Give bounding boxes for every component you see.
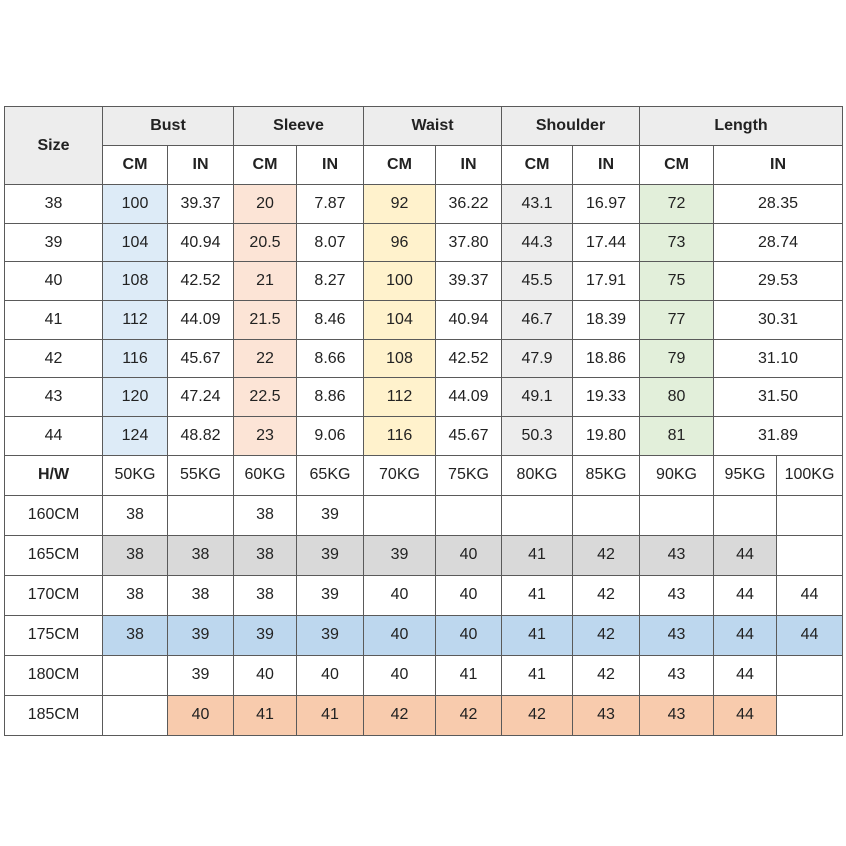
measurement-cell: 112 bbox=[103, 301, 168, 340]
size-guide-cell: 41 bbox=[436, 655, 502, 695]
size-guide-cell: 43 bbox=[640, 535, 714, 575]
size-guide-cell: 40 bbox=[234, 655, 297, 695]
size-cell: 42 bbox=[5, 339, 103, 378]
measurement-cell: 100 bbox=[364, 262, 436, 301]
size-guide-cell bbox=[436, 495, 502, 535]
size-guide-cell bbox=[168, 495, 234, 535]
height-label: 175CM bbox=[5, 615, 103, 655]
measurement-cell: 48.82 bbox=[168, 417, 234, 456]
measurement-cell: 104 bbox=[103, 223, 168, 262]
hw-label: H/W bbox=[5, 455, 103, 495]
measurement-cell: 42.52 bbox=[168, 262, 234, 301]
measurement-cell: 17.44 bbox=[573, 223, 640, 262]
measurement-cell: 8.46 bbox=[297, 301, 364, 340]
weight-header: 85KG bbox=[573, 455, 640, 495]
measurement-cell: 7.87 bbox=[297, 185, 364, 224]
size-guide-cell: 43 bbox=[573, 695, 640, 735]
size-guide-cell: 43 bbox=[640, 575, 714, 615]
size-guide-cell: 41 bbox=[502, 655, 573, 695]
group-header-sleeve: Sleeve bbox=[234, 107, 364, 146]
header-row-groups bbox=[5, 107, 843, 146]
size-cell: 39 bbox=[5, 223, 103, 262]
size-guide-cell: 43 bbox=[640, 695, 714, 735]
size-guide-cell: 38 bbox=[103, 615, 168, 655]
measurement-cell: 29.53 bbox=[714, 262, 843, 301]
size-guide-cell: 38 bbox=[103, 535, 168, 575]
measurement-cell: 75 bbox=[640, 262, 714, 301]
measurement-cell: 73 bbox=[640, 223, 714, 262]
group-header-bust: Bust bbox=[103, 107, 234, 146]
measurement-cell: 22 bbox=[234, 339, 297, 378]
size-guide-cell: 41 bbox=[502, 615, 573, 655]
measurement-cell: 44.09 bbox=[168, 301, 234, 340]
measurement-cell: 45.67 bbox=[168, 339, 234, 378]
group-header-waist: Waist bbox=[364, 107, 502, 146]
weight-header: 75KG bbox=[436, 455, 502, 495]
measurement-cell: 20 bbox=[234, 185, 297, 224]
measurement-cell: 20.5 bbox=[234, 223, 297, 262]
unit-header: IN bbox=[714, 146, 843, 185]
height-label: 170CM bbox=[5, 575, 103, 615]
measurement-cell: 44.09 bbox=[436, 378, 502, 417]
measurement-cell: 8.07 bbox=[297, 223, 364, 262]
measurement-cell: 120 bbox=[103, 378, 168, 417]
measurement-cell: 18.39 bbox=[573, 301, 640, 340]
size-guide-cell: 39 bbox=[234, 615, 297, 655]
measurement-row bbox=[5, 185, 843, 224]
measurement-cell: 31.10 bbox=[714, 339, 843, 378]
size-guide-cell: 44 bbox=[714, 575, 777, 615]
unit-header: IN bbox=[297, 146, 364, 185]
size-guide-cell bbox=[640, 495, 714, 535]
measurements-body bbox=[5, 185, 843, 456]
unit-header: CM bbox=[103, 146, 168, 185]
weight-header: 60KG bbox=[234, 455, 297, 495]
measurement-cell: 45.67 bbox=[436, 417, 502, 456]
size-guide-cell bbox=[777, 655, 843, 695]
measurement-cell: 44.3 bbox=[502, 223, 573, 262]
size-guide-cell: 41 bbox=[234, 695, 297, 735]
size-cell: 43 bbox=[5, 378, 103, 417]
size-guide-cell bbox=[364, 495, 436, 535]
size-guide-cell bbox=[777, 695, 843, 735]
measurement-cell: 8.27 bbox=[297, 262, 364, 301]
measurement-cell: 116 bbox=[103, 339, 168, 378]
size-guide-cell: 40 bbox=[436, 535, 502, 575]
measurement-cell: 42.52 bbox=[436, 339, 502, 378]
weight-header: 95KG bbox=[714, 455, 777, 495]
size-guide-cell: 42 bbox=[573, 575, 640, 615]
size-chart-table bbox=[4, 106, 843, 736]
size-guide-cell: 42 bbox=[573, 615, 640, 655]
measurement-cell: 40.94 bbox=[168, 223, 234, 262]
size-guide-cell: 39 bbox=[297, 495, 364, 535]
size-guide-cell bbox=[777, 535, 843, 575]
size-guide-cell: 38 bbox=[234, 495, 297, 535]
size-cell: 44 bbox=[5, 417, 103, 456]
size-guide-cell: 39 bbox=[364, 535, 436, 575]
size-guide-cell: 42 bbox=[436, 695, 502, 735]
size-guide-cell bbox=[103, 695, 168, 735]
size-cell: 41 bbox=[5, 301, 103, 340]
measurement-cell: 22.5 bbox=[234, 378, 297, 417]
measurement-cell: 28.35 bbox=[714, 185, 843, 224]
measurement-cell: 8.86 bbox=[297, 378, 364, 417]
measurement-cell: 108 bbox=[103, 262, 168, 301]
measurement-row bbox=[5, 301, 843, 340]
weight-header: 55KG bbox=[168, 455, 234, 495]
weight-header: 50KG bbox=[103, 455, 168, 495]
measurement-cell: 43.1 bbox=[502, 185, 573, 224]
size-guide-row bbox=[5, 495, 843, 535]
size-guide-cell: 39 bbox=[168, 615, 234, 655]
measurement-cell: 49.1 bbox=[502, 378, 573, 417]
height-label: 185CM bbox=[5, 695, 103, 735]
size-guide-cell: 38 bbox=[103, 575, 168, 615]
size-guide-cell: 38 bbox=[168, 535, 234, 575]
size-guide-row bbox=[5, 575, 843, 615]
size-cell: 38 bbox=[5, 185, 103, 224]
measurement-cell: 30.31 bbox=[714, 301, 843, 340]
unit-header: CM bbox=[502, 146, 573, 185]
size-guide-cell: 41 bbox=[502, 575, 573, 615]
size-guide-cell: 40 bbox=[364, 575, 436, 615]
measurement-cell: 28.74 bbox=[714, 223, 843, 262]
size-guide-cell: 42 bbox=[502, 695, 573, 735]
measurement-cell: 23 bbox=[234, 417, 297, 456]
size-guide-cell bbox=[573, 495, 640, 535]
size-guide-row bbox=[5, 695, 843, 735]
size-guide-cell: 44 bbox=[777, 575, 843, 615]
size-guide-cell: 42 bbox=[364, 695, 436, 735]
measurement-cell: 21 bbox=[234, 262, 297, 301]
measurement-cell: 72 bbox=[640, 185, 714, 224]
size-guide-cell: 38 bbox=[234, 535, 297, 575]
header-row-units bbox=[5, 146, 843, 185]
measurement-cell: 16.97 bbox=[573, 185, 640, 224]
unit-header: CM bbox=[234, 146, 297, 185]
size-guide-cell: 41 bbox=[297, 695, 364, 735]
weight-header: 70KG bbox=[364, 455, 436, 495]
size-guide-cell: 38 bbox=[103, 495, 168, 535]
size-guide-cell: 44 bbox=[714, 615, 777, 655]
measurement-cell: 81 bbox=[640, 417, 714, 456]
measurement-cell: 100 bbox=[103, 185, 168, 224]
size-guide-cell: 39 bbox=[297, 535, 364, 575]
size-guide-cell: 42 bbox=[573, 535, 640, 575]
size-header: Size bbox=[5, 107, 103, 185]
size-guide-cell: 38 bbox=[168, 575, 234, 615]
measurement-cell: 79 bbox=[640, 339, 714, 378]
size-guide-cell: 41 bbox=[502, 535, 573, 575]
weight-header: 90KG bbox=[640, 455, 714, 495]
measurement-cell: 47.9 bbox=[502, 339, 573, 378]
group-header-shoulder: Shoulder bbox=[502, 107, 640, 146]
measurement-row bbox=[5, 378, 843, 417]
measurement-cell: 39.37 bbox=[168, 185, 234, 224]
weight-header: 65KG bbox=[297, 455, 364, 495]
measurement-cell: 92 bbox=[364, 185, 436, 224]
measurement-cell: 116 bbox=[364, 417, 436, 456]
size-guide-cell: 44 bbox=[777, 615, 843, 655]
measurement-cell: 37.80 bbox=[436, 223, 502, 262]
unit-header: IN bbox=[436, 146, 502, 185]
size-guide-row bbox=[5, 535, 843, 575]
measurement-cell: 36.22 bbox=[436, 185, 502, 224]
measurement-cell: 124 bbox=[103, 417, 168, 456]
measurement-cell: 46.7 bbox=[502, 301, 573, 340]
measurement-cell: 77 bbox=[640, 301, 714, 340]
height-label: 160CM bbox=[5, 495, 103, 535]
measurement-cell: 9.06 bbox=[297, 417, 364, 456]
size-guide-cell: 40 bbox=[297, 655, 364, 695]
size-guide-cell: 40 bbox=[364, 615, 436, 655]
size-guide-cell bbox=[777, 495, 843, 535]
size-cell: 40 bbox=[5, 262, 103, 301]
weight-header: 80KG bbox=[502, 455, 573, 495]
measurement-cell: 104 bbox=[364, 301, 436, 340]
measurement-cell: 39.37 bbox=[436, 262, 502, 301]
unit-header: IN bbox=[168, 146, 234, 185]
measurement-cell: 21.5 bbox=[234, 301, 297, 340]
unit-header: CM bbox=[640, 146, 714, 185]
measurement-cell: 19.33 bbox=[573, 378, 640, 417]
measurement-row bbox=[5, 223, 843, 262]
height-label: 165CM bbox=[5, 535, 103, 575]
size-guide-cell: 43 bbox=[640, 615, 714, 655]
measurement-cell: 17.91 bbox=[573, 262, 640, 301]
size-guide-cell: 42 bbox=[573, 655, 640, 695]
group-header-length: Length bbox=[640, 107, 843, 146]
measurement-row bbox=[5, 339, 843, 378]
measurement-row bbox=[5, 417, 843, 456]
measurement-cell: 8.66 bbox=[297, 339, 364, 378]
measurement-cell: 31.89 bbox=[714, 417, 843, 456]
measurement-cell: 19.80 bbox=[573, 417, 640, 456]
size-guide-cell: 38 bbox=[234, 575, 297, 615]
size-guide-cell bbox=[714, 495, 777, 535]
unit-header: IN bbox=[573, 146, 640, 185]
size-guide-cell: 40 bbox=[168, 695, 234, 735]
height-label: 180CM bbox=[5, 655, 103, 695]
measurement-cell: 40.94 bbox=[436, 301, 502, 340]
size-guide-cell bbox=[502, 495, 573, 535]
size-guide-cell: 40 bbox=[364, 655, 436, 695]
measurement-cell: 50.3 bbox=[502, 417, 573, 456]
size-guide-cell: 40 bbox=[436, 575, 502, 615]
measurement-cell: 45.5 bbox=[502, 262, 573, 301]
measurement-cell: 112 bbox=[364, 378, 436, 417]
size-guide-body bbox=[5, 495, 843, 735]
size-guide-cell: 43 bbox=[640, 655, 714, 695]
size-guide-cell: 39 bbox=[168, 655, 234, 695]
size-guide-cell: 40 bbox=[436, 615, 502, 655]
measurement-cell: 96 bbox=[364, 223, 436, 262]
measurement-cell: 108 bbox=[364, 339, 436, 378]
size-guide-cell: 44 bbox=[714, 695, 777, 735]
weight-header: 100KG bbox=[777, 455, 843, 495]
measurement-cell: 80 bbox=[640, 378, 714, 417]
size-guide-row bbox=[5, 655, 843, 695]
measurement-row bbox=[5, 262, 843, 301]
size-guide-cell: 44 bbox=[714, 535, 777, 575]
size-guide-row bbox=[5, 615, 843, 655]
size-guide-cell: 39 bbox=[297, 575, 364, 615]
size-guide-cell: 39 bbox=[297, 615, 364, 655]
size-guide-cell bbox=[103, 655, 168, 695]
size-guide-cell: 44 bbox=[714, 655, 777, 695]
measurement-cell: 18.86 bbox=[573, 339, 640, 378]
measurement-cell: 31.50 bbox=[714, 378, 843, 417]
hw-header-row bbox=[5, 455, 843, 495]
unit-header: CM bbox=[364, 146, 436, 185]
measurement-cell: 47.24 bbox=[168, 378, 234, 417]
